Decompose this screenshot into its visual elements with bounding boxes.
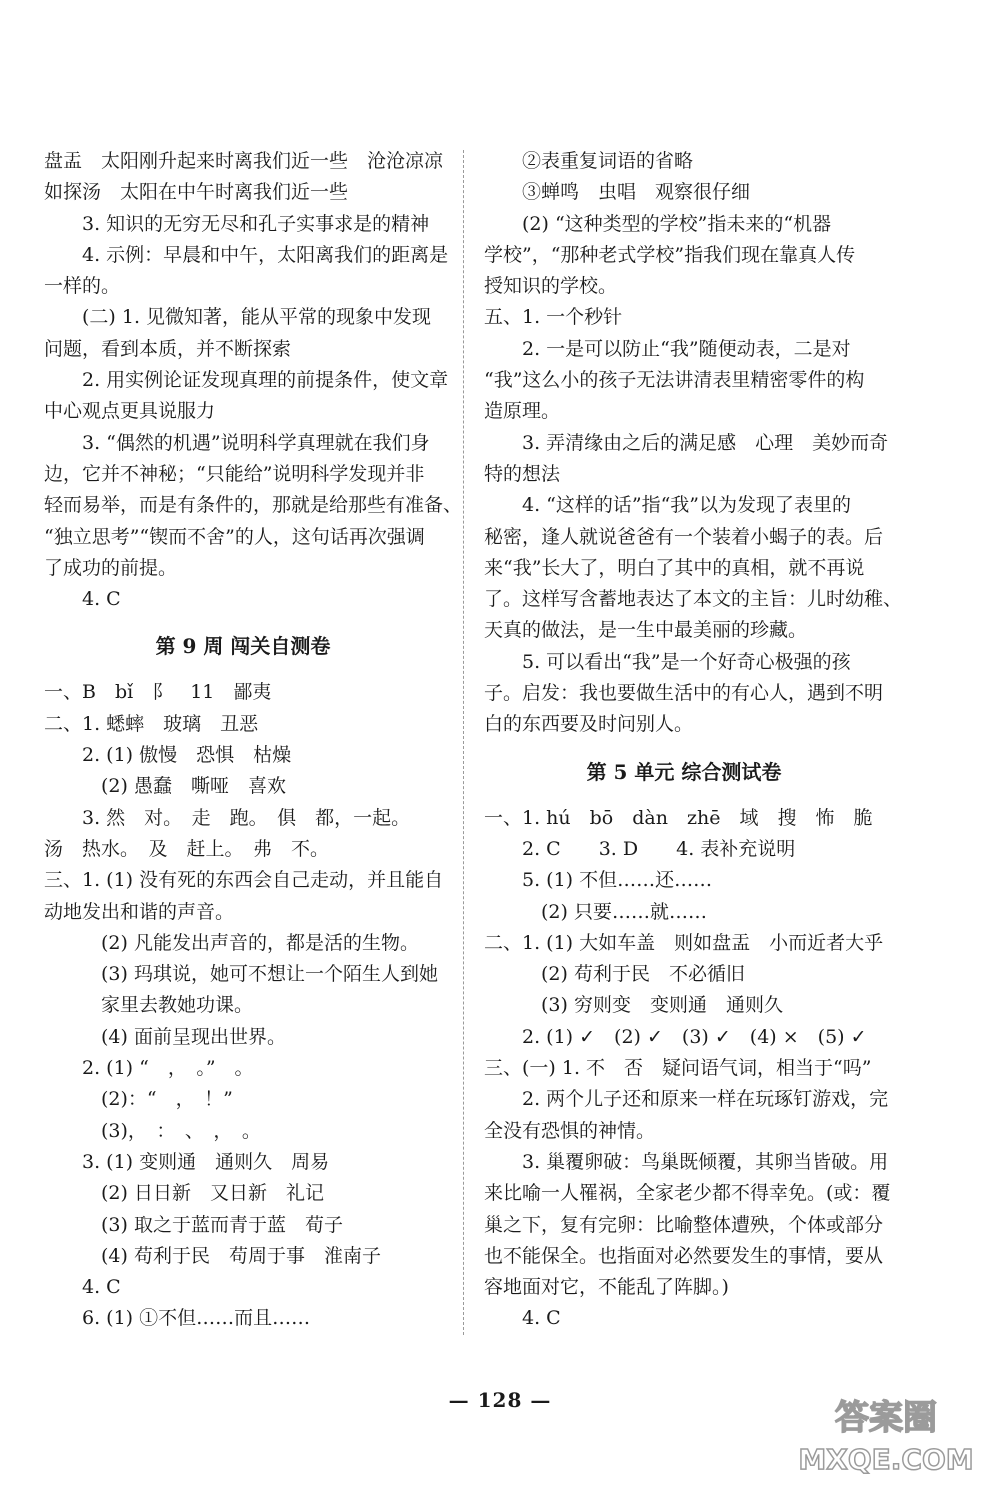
text-line: 一、1. hú bō dàn zhē 域 搜 怖 脆 bbox=[484, 806, 873, 829]
text-line: 二、1. 蟋蟀 玻璃 丑恶 bbox=[44, 712, 259, 735]
text-line: 二、1. (1) 大如车盖 则如盘盂 小而近者大乎 bbox=[484, 931, 884, 954]
text-line: 五、1. 一个秒针 bbox=[484, 306, 623, 329]
text-line: 轻而易举，而是有条件的，那就是给那些有准备、 bbox=[44, 494, 463, 517]
text-line: 3. (1) 变则通 通则久 周易 bbox=[82, 1150, 330, 1173]
text-line: 4. C bbox=[82, 1276, 121, 1299]
text-line: 2. C 3. D 4. 表补充说明 bbox=[522, 837, 796, 860]
text-line: 2. 一是可以防止“我”随便动表，二是对 bbox=[522, 337, 851, 360]
text-line: 一样的。 bbox=[44, 275, 121, 298]
text-line: 来“我”长大了，明白了其中的真相，就不再说 bbox=[484, 556, 865, 579]
text-line: 4. “这样的话”指“我”以为发现了表里的 bbox=[522, 494, 852, 517]
watermark-bottom: MXQE.COM bbox=[798, 1443, 974, 1476]
text-line: 学校”，“那种老式学校”指我们现在靠真人传 bbox=[484, 243, 856, 266]
text-line: 5. (1) 不但……还…… bbox=[522, 869, 713, 892]
text-line: 4. 示例：早晨和中午，太阳离我们的距离是 bbox=[82, 243, 449, 266]
text-line: 了。这样写含蓄地表达了本文的主旨：儿时幼稚、 bbox=[484, 588, 903, 611]
text-line: 子。启发：我也要做生活中的有心人，遇到不明 bbox=[484, 682, 884, 705]
text-line: 了成功的前提。 bbox=[44, 556, 178, 579]
section-heading: 第 9 周 闯关自测卷 bbox=[155, 634, 331, 659]
text-line: “我”这么小的孩子无法讲清表里精密零件的构 bbox=[484, 369, 865, 392]
watermark-logo bbox=[786, 1389, 986, 1481]
text-line: (2) 愚蠢 嘶哑 喜欢 bbox=[101, 775, 286, 798]
text-line: 家里去教她功课。 bbox=[101, 994, 254, 1017]
text-line: 问题，看到本质，并不断探索 bbox=[44, 337, 292, 360]
text-line: 3. 知识的无穷无尽和孔子实事求是的精神 bbox=[82, 212, 430, 235]
text-line: 三、(一) 1. 不 否 疑问语气词，相当于“吗” bbox=[484, 1057, 872, 1080]
text-line: (3) 玛琪说，她可不想让一个陌生人到她 bbox=[101, 963, 438, 986]
text-line: (2)：“ ， ！” bbox=[101, 1088, 233, 1111]
text-line: 容地面对它，不能乱了阵脚。) bbox=[484, 1276, 729, 1299]
text-line: 授知识的学校。 bbox=[484, 275, 618, 298]
text-line: (2) 只要……就…… bbox=[541, 900, 707, 923]
text-line: 三、1. (1) 没有死的东西会自己走动，并且能自 bbox=[44, 869, 444, 892]
text-line: 2. 用实例论证发现真理的前提条件，使文章 bbox=[82, 369, 449, 392]
text-line: 中心观点更具说服力 bbox=[44, 400, 216, 423]
text-line: ③蝉鸣 虫唱 观察很仔细 bbox=[522, 181, 751, 204]
text-line: 盘盂 太阳刚升起来时离我们近一些 沧沧凉凉 bbox=[44, 150, 444, 172]
text-line: (3)， ： 、 ， 。 bbox=[101, 1119, 261, 1142]
text-line: (3) 取之于蓝而青于蓝 荀子 bbox=[101, 1213, 343, 1236]
text-line: 来比喻一人罹祸，全家老少都不得幸免。(或：覆 bbox=[484, 1182, 891, 1205]
text-line: 汤 热水。 及 赶上。 弗 不。 bbox=[44, 837, 330, 860]
text-line: 秘密，逢人就说爸爸有一个装着小蝎子的表。后 bbox=[484, 525, 884, 548]
text-line: 巢之下，复有完卵：比喻整体遭殃，个体或部分 bbox=[484, 1213, 884, 1236]
text-line: (4) 苟利于民 苟周于事 淮南子 bbox=[101, 1244, 381, 1267]
watermark-top: 答案圈 bbox=[835, 1398, 937, 1438]
text-line: 也不能保全。也指面对必然要发生的事情，要从 bbox=[484, 1244, 884, 1267]
section-heading: 第 5 单元 综合测试卷 bbox=[586, 759, 782, 784]
text-line: 动地发出和谐的声音。 bbox=[44, 900, 235, 923]
text-line: 全没有恐惧的神情。 bbox=[484, 1119, 656, 1142]
text-line: (2) “这种类型的学校”指未来的“机器 bbox=[522, 212, 832, 235]
text-line: (2) 日日新 又日新 礼记 bbox=[101, 1182, 324, 1205]
text-line: 3. 巢覆卵破：鸟巢既倾覆，其卵当皆破。用 bbox=[522, 1150, 889, 1173]
left-column bbox=[44, 146, 463, 1335]
text-line: 4. C bbox=[82, 588, 121, 611]
text-line: 4. C bbox=[522, 1307, 561, 1330]
text-line: 造原理。 bbox=[484, 400, 561, 423]
text-line: (3) 穷则变 变则通 通则久 bbox=[541, 994, 783, 1017]
text-line: 如探汤 太阳在中午时离我们近一些 bbox=[44, 181, 349, 204]
text-line: (二) 1. 见微知著，能从平常的现象中发现 bbox=[82, 306, 432, 329]
text-line: 2. 两个儿子还和原来一样在玩琢钉游戏，完 bbox=[522, 1088, 889, 1111]
text-line: 2. (1) ✓ (2) ✓ (3) ✓ (4) × (5) ✓ bbox=[522, 1025, 867, 1048]
column-divider bbox=[463, 150, 464, 1335]
text-line: 天真的做法，是一生中最美丽的珍藏。 bbox=[484, 619, 808, 642]
text-line: 2. (1) “ ， 。” 。 bbox=[82, 1057, 254, 1080]
text-line: 特的想法 bbox=[484, 462, 561, 485]
text-line: “独立思考”“锲而不舍”的人，这句话再次强调 bbox=[44, 525, 425, 548]
right-column bbox=[484, 146, 903, 1335]
text-line: 边，它并不神秘；“只能给”说明科学发现并非 bbox=[44, 462, 425, 485]
text-line: 5. 可以看出“我”是一个好奇心极强的孩 bbox=[522, 650, 851, 673]
text-line: 3. “偶然的机遇”说明科学真理就在我们身 bbox=[82, 431, 430, 454]
text-line: (2) 凡能发出声音的，都是活的生物。 bbox=[101, 931, 419, 954]
text-line: 6. (1) ①不但……而且…… bbox=[82, 1307, 311, 1330]
text-line: 3. 弄清缘由之后的满足感 心理 美妙而奇 bbox=[522, 431, 889, 454]
text-line: 2. (1) 傲慢 恐惧 枯燥 bbox=[82, 744, 292, 767]
text-line: (2) 苟利于民 不必循旧 bbox=[541, 963, 745, 986]
text-line: 3. 然 对。 走 跑。 俱 都，一起。 bbox=[82, 806, 411, 829]
page-number: — 128 — bbox=[448, 1388, 552, 1412]
text-line: (4) 面前呈现出世界。 bbox=[101, 1025, 286, 1048]
text-line: 白的东西要及时问别人。 bbox=[484, 713, 694, 736]
text-line: 一、B bǐ 阝 11 鄙夷 bbox=[44, 681, 272, 704]
text-line: ②表重复词语的省略 bbox=[522, 150, 694, 172]
